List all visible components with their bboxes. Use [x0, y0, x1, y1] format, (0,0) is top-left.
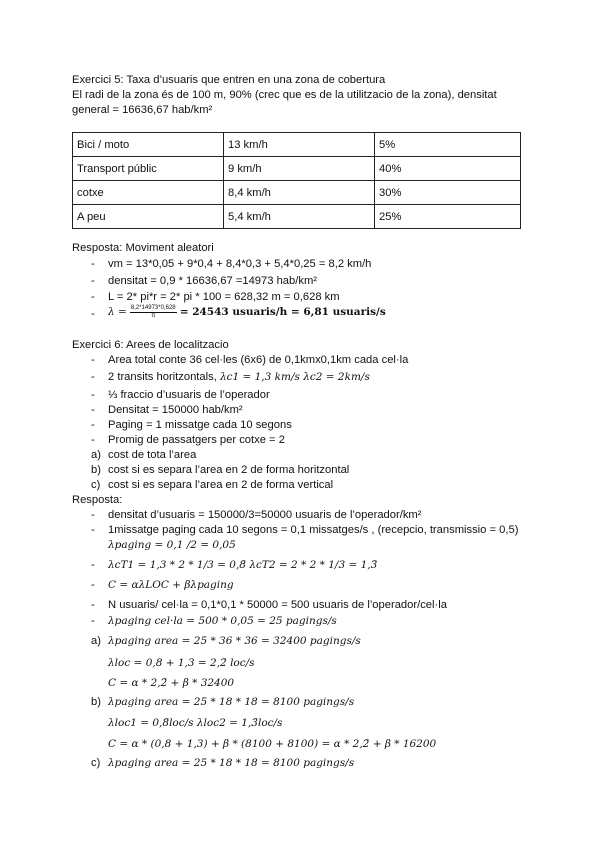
table-row — [73, 181, 521, 205]
table-cell: 13 km/h — [224, 133, 375, 157]
list-letter: a) — [91, 449, 101, 461]
bullet-dash: - — [91, 419, 95, 431]
table-row — [73, 205, 521, 229]
bullet-dash: - — [91, 291, 95, 303]
list-letter: b) — [91, 696, 101, 708]
table-cell: A peu — [73, 205, 224, 229]
bullet-dash: - — [91, 559, 95, 571]
ex5-lambda-formula — [108, 303, 386, 321]
bullet-dash: - — [91, 354, 95, 366]
ex6-bullet-area: Area total conte 36 cel·les (6x6) de 0,1kmx0,1km cada cel·la — [108, 354, 409, 366]
table-row — [73, 157, 521, 181]
ex6-bullet-transits — [108, 370, 370, 384]
bullet-dash: - — [91, 275, 95, 287]
table-cell: Bici / moto — [73, 133, 224, 157]
table-cell: 8,4 km/h — [224, 181, 375, 205]
lambda-fraction — [130, 305, 177, 320]
ex5-bullet-density: densitat = 0,9 * 16636,67 =14973 hab/km² — [108, 275, 317, 287]
list-letter: a) — [91, 635, 101, 647]
a-cost: C = α * 2,2̄ + β * 32400 — [108, 677, 235, 689]
ex6-bullet-paging: Paging = 1 missatge cada 10 segons — [108, 419, 292, 431]
ex6-answer-users-per-cell: N usuaris/ cel·la = 0,1*0,1 * 50000 = 500 usuaris de l’operador/cel·la — [108, 599, 447, 611]
table-cell: 5% — [375, 133, 521, 157]
table-row — [73, 133, 521, 157]
bullet-dash: - — [91, 389, 95, 401]
ex5-title: Exercici 5: Taxa d’usuaris que entren en una zona de cobertura — [72, 74, 386, 86]
bullet-dash: - — [91, 579, 95, 591]
transport-speed-table — [72, 132, 521, 229]
b-lambda-loc: λloc1 = 0,8̄loc/s λloc2 = 1,3̄loc/s — [108, 717, 283, 729]
ex6-bullet-fraction: ⅓ fraccio d’usuaris de l’operador — [108, 389, 270, 401]
bullet-dash: - — [91, 434, 95, 446]
fraction-numerator: 8,2*14973*0,628 — [130, 304, 176, 311]
ex5-bullet-perimeter: L = 2* pi*r = 2* pi * 100 = 628,32 m = 0,628 km — [108, 291, 340, 303]
ex5-bullet-vm: vm = 13*0,05 + 9*0,4 + 8,4*0,3 + 5,4*0,25 = 8,2 km/h — [108, 258, 372, 270]
a-lambda-paging-area: λpaging area = 25 * 36 * 36 = 32400 pagings/s — [108, 635, 361, 647]
transits-label: 2 transits horitzontals, — [108, 371, 217, 383]
bullet-dash: - — [91, 258, 95, 270]
bullet-dash: - — [91, 308, 95, 320]
lambda-ct-formula: λcT1 = 1,3 * 2 * 1/3 = 0,8̄ λcT2 = 2 * 2 * 1/3 = 1,3̄ — [108, 559, 378, 571]
list-letter: c) — [91, 757, 101, 769]
lambda-paging-cell-formula: λpaging cel·la = 500 * 0,05 = 25 pagings/s — [108, 615, 337, 627]
ex6-answer-density: densitat d’usuaris = 150000/3=50000 usuaris de l’operador/km² — [108, 509, 422, 521]
ex6-answer-paging: 1missatge paging cada 10 segons = 0,1 missatges/s , (recepcio, transmissio = 0,5) — [108, 524, 519, 536]
c-lambda-paging-area: λpaging area = 25 * 18 * 18 = 8100 pagings/s — [108, 757, 355, 769]
ex6-bullet-passengers: Promig de passatgers per cotxe = 2 — [108, 434, 285, 446]
list-letter: c) — [91, 479, 101, 491]
table-cell: Transport públic — [73, 157, 224, 181]
ex6-answer-title: Resposta: — [72, 494, 123, 506]
ex6-question-a: cost de tota l’area — [108, 449, 197, 461]
bullet-dash: - — [91, 615, 95, 627]
table-cell: 25% — [375, 205, 521, 229]
table-cell: 30% — [375, 181, 521, 205]
b-lambda-paging-area: λpaging area = 25 * 18 * 18 = 8100 pagings/s — [108, 696, 355, 708]
transits-formula: λc1 = 1,3 km/s λc2 = 2km/s — [219, 371, 370, 383]
lambda-symbol: λ = — [108, 306, 127, 318]
ex6-bullet-density: Densitat = 150000 hab/km² — [108, 404, 243, 416]
ex6-question-c: cost si es separa l’area en 2 de forma vertical — [108, 479, 334, 491]
ex6-question-b: cost si es separa l’area en 2 de forma horitzontal — [108, 464, 350, 476]
table-cell: 40% — [375, 157, 521, 181]
fraction-denominator: π — [151, 312, 156, 319]
lambda-paging-formula: λpaging = 0,1 /2 = 0,05 — [108, 539, 236, 551]
table-cell: cotxe — [73, 181, 224, 205]
list-letter: b) — [91, 464, 101, 476]
b-cost: C = α * (0,8 + 1,3) + β * (8100 + 8100) = α * 2,2̄ + β * 16200 — [108, 738, 437, 750]
cost-formula: C = αλLOC + βλpaging — [108, 579, 234, 591]
bullet-dash: - — [91, 599, 95, 611]
bullet-dash: - — [91, 524, 95, 536]
a-lambda-loc: λloc = 0,8 + 1,3 = 2,2̄ loc/s — [108, 657, 255, 669]
ex5-desc-line2: general = 16636,67 hab/km² — [72, 104, 213, 116]
bullet-dash: - — [91, 509, 95, 521]
lambda-result: = 24543 usuaris/h = 6,81 usuaris/s — [179, 306, 386, 318]
table-cell: 9 km/h — [224, 157, 375, 181]
bullet-dash: - — [91, 371, 95, 383]
ex5-desc-line1: El radi de la zona és de 100 m, 90% (crec que es de la utilitzacio de la zona), densitat — [72, 89, 497, 101]
table-cell: 5,4 km/h — [224, 205, 375, 229]
bullet-dash: - — [91, 404, 95, 416]
ex5-answer-title: Resposta: Moviment aleatori — [72, 242, 214, 254]
ex6-title: Exercici 6: Arees de localitzacio — [72, 339, 229, 351]
